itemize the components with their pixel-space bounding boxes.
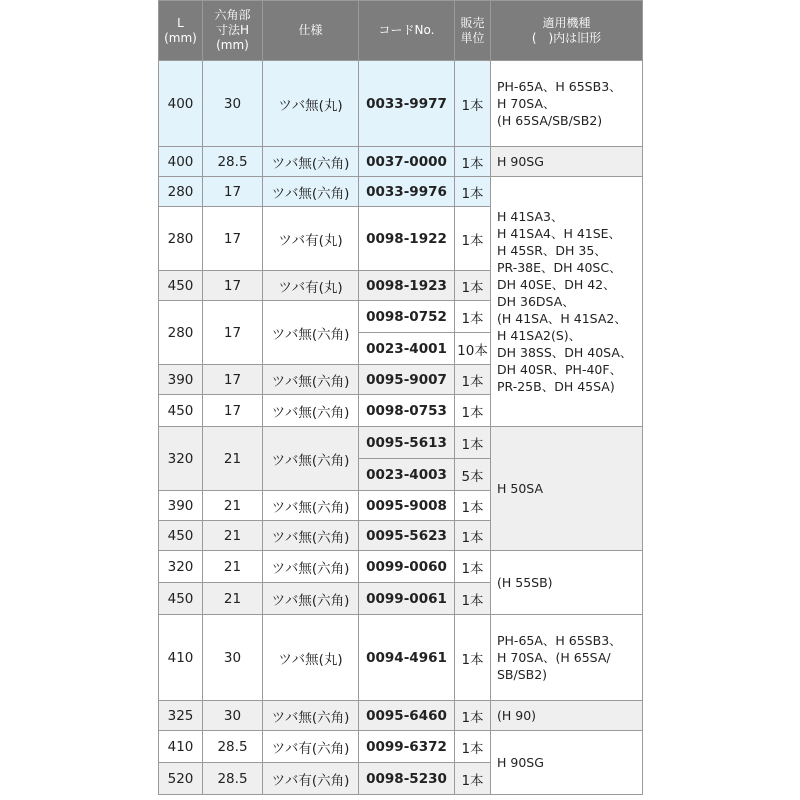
table-row [159,427,643,459]
cell-model [491,615,643,701]
cell-unit: 1本 [455,731,491,763]
model-line: H 50SA [497,481,543,496]
cell-code: 0095-6460 [359,701,455,731]
table-row [159,731,643,763]
cell-unit: 1本 [455,701,491,731]
parts-table [158,0,643,795]
cell-code: 0098-1923 [359,271,455,301]
cell-hex-size: 17 [203,207,263,271]
cell-spec: ツバ無(六角) [263,701,359,731]
cell-code: 0023-4001 [359,333,455,365]
cell-length: 280 [159,207,203,271]
cell-hex-size: 17 [203,301,263,365]
model-line: PR-25B、DH 45SA) [497,379,615,394]
cell-spec: ツバ有(六角) [263,763,359,795]
cell-length: 400 [159,147,203,177]
cell-model [491,551,643,615]
cell-length: 280 [159,301,203,365]
cell-spec: ツバ有(六角) [263,731,359,763]
table-row [159,551,643,583]
model-line: H 41SA4、H 41SE、 [497,226,622,241]
cell-length: 325 [159,701,203,731]
cell-unit: 10本 [455,333,491,365]
cell-unit: 1本 [455,61,491,147]
model-line: (H 55SB) [497,575,553,590]
model-line: (H 90) [497,708,537,723]
cell-hex-size: 17 [203,395,263,427]
cell-code: 0098-5230 [359,763,455,795]
model-line: H 90SG [497,755,544,770]
cell-unit: 1本 [455,301,491,333]
header-code-label: コードNo. [378,23,435,37]
header-length-label: L (mm) [164,15,197,45]
cell-unit: 5本 [455,459,491,491]
cell-spec: ツバ有(丸) [263,207,359,271]
cell-length: 410 [159,615,203,701]
cell-unit: 1本 [455,365,491,395]
header-hex-size [203,1,263,61]
cell-spec: ツバ無(六角) [263,301,359,365]
cell-model [491,701,643,731]
cell-model [491,731,643,795]
cell-length: 410 [159,731,203,763]
cell-code: 0033-9976 [359,177,455,207]
header-length [159,1,203,61]
model-line: H 41SA3、 [497,209,564,224]
cell-spec: ツバ無(六角) [263,365,359,395]
model-line: H 70SA、(H 65SA/ [497,650,611,665]
cell-hex-size: 21 [203,521,263,551]
cell-code: 0095-9008 [359,491,455,521]
cell-unit: 1本 [455,271,491,301]
header-hex-size-label: 六角部 寸法H (mm) [214,8,251,52]
cell-code: 0095-5613 [359,427,455,459]
model-line: DH 40SR、PH-40F、 [497,362,623,377]
cell-hex-size: 28.5 [203,147,263,177]
cell-unit: 1本 [455,551,491,583]
model-line: H 45SR、DH 35、 [497,243,607,258]
cell-length: 390 [159,491,203,521]
cell-code: 0023-4003 [359,459,455,491]
header-spec [263,1,359,61]
header-row [159,1,643,61]
cell-hex-size: 21 [203,427,263,491]
cell-unit: 1本 [455,395,491,427]
cell-unit: 1本 [455,177,491,207]
header-model-label: 適用機種 ( )内は旧形 [531,15,602,45]
cell-unit: 1本 [455,207,491,271]
cell-hex-size: 17 [203,177,263,207]
cell-code: 0098-0752 [359,301,455,333]
cell-length: 450 [159,395,203,427]
cell-hex-size: 17 [203,365,263,395]
cell-spec: ツバ無(丸) [263,61,359,147]
header-spec-label: 仕様 [298,23,323,37]
cell-unit: 1本 [455,521,491,551]
model-line: PH-65A、H 65SB3、 [497,633,622,648]
cell-unit: 1本 [455,763,491,795]
cell-length: 320 [159,551,203,583]
cell-spec: ツバ無(六角) [263,491,359,521]
cell-spec: ツバ有(丸) [263,271,359,301]
cell-length: 520 [159,763,203,795]
cell-length: 280 [159,177,203,207]
cell-spec: ツバ無(六角) [263,521,359,551]
cell-model [491,177,643,427]
cell-code: 0099-6372 [359,731,455,763]
cell-hex-size: 30 [203,615,263,701]
cell-hex-size: 21 [203,491,263,521]
cell-spec: ツバ無(六角) [263,427,359,491]
table-row [159,177,643,207]
cell-spec: ツバ無(丸) [263,615,359,701]
cell-code: 0094-4961 [359,615,455,701]
cell-length: 450 [159,583,203,615]
table-row [159,615,643,701]
header-model [491,1,643,61]
cell-spec: ツバ無(六角) [263,177,359,207]
model-line: PH-65A、H 65SB3、 [497,79,622,94]
table-row [159,701,643,731]
cell-spec: ツバ無(六角) [263,551,359,583]
model-line: H 70SA、 [497,96,556,111]
cell-spec: ツバ無(六角) [263,583,359,615]
cell-unit: 1本 [455,491,491,521]
model-line: H 41SA2(S)、 [497,328,582,343]
cell-hex-size: 21 [203,583,263,615]
model-line: SB/SB2) [497,667,548,682]
cell-unit: 1本 [455,615,491,701]
table-row [159,61,643,147]
model-line: DH 40SE、DH 42、 [497,277,616,292]
table-row [159,147,643,177]
cell-length: 320 [159,427,203,491]
cell-length: 450 [159,521,203,551]
header-code [359,1,455,61]
cell-code: 0095-5623 [359,521,455,551]
model-line: (H 41SA、H 41SA2、 [497,311,627,326]
model-line: DH 36DSA、 [497,294,575,309]
header-unit-label: 販売 単位 [460,15,485,45]
cell-spec: ツバ無(六角) [263,147,359,177]
cell-length: 400 [159,61,203,147]
cell-spec: ツバ無(六角) [263,395,359,427]
cell-model [491,427,643,551]
cell-model [491,61,643,147]
cell-hex-size: 28.5 [203,763,263,795]
model-line: PR-38E、DH 40SC、 [497,260,622,275]
cell-code: 0037-0000 [359,147,455,177]
cell-code: 0095-9007 [359,365,455,395]
cell-unit: 1本 [455,427,491,459]
cell-hex-size: 30 [203,61,263,147]
model-line: (H 65SA/SB/SB2) [497,113,603,128]
cell-code: 0099-0061 [359,583,455,615]
cell-model [491,147,643,177]
cell-code: 0098-1922 [359,207,455,271]
model-line: DH 38SS、DH 40SA、 [497,345,633,360]
cell-length: 390 [159,365,203,395]
cell-hex-size: 28.5 [203,731,263,763]
cell-code: 0033-9977 [359,61,455,147]
header-unit [455,1,491,61]
cell-unit: 1本 [455,583,491,615]
cell-code: 0098-0753 [359,395,455,427]
parts-table-container [158,0,643,795]
cell-hex-size: 30 [203,701,263,731]
cell-hex-size: 17 [203,271,263,301]
cell-code: 0099-0060 [359,551,455,583]
cell-unit: 1本 [455,147,491,177]
cell-hex-size: 21 [203,551,263,583]
cell-length: 450 [159,271,203,301]
model-line: H 90SG [497,154,544,169]
